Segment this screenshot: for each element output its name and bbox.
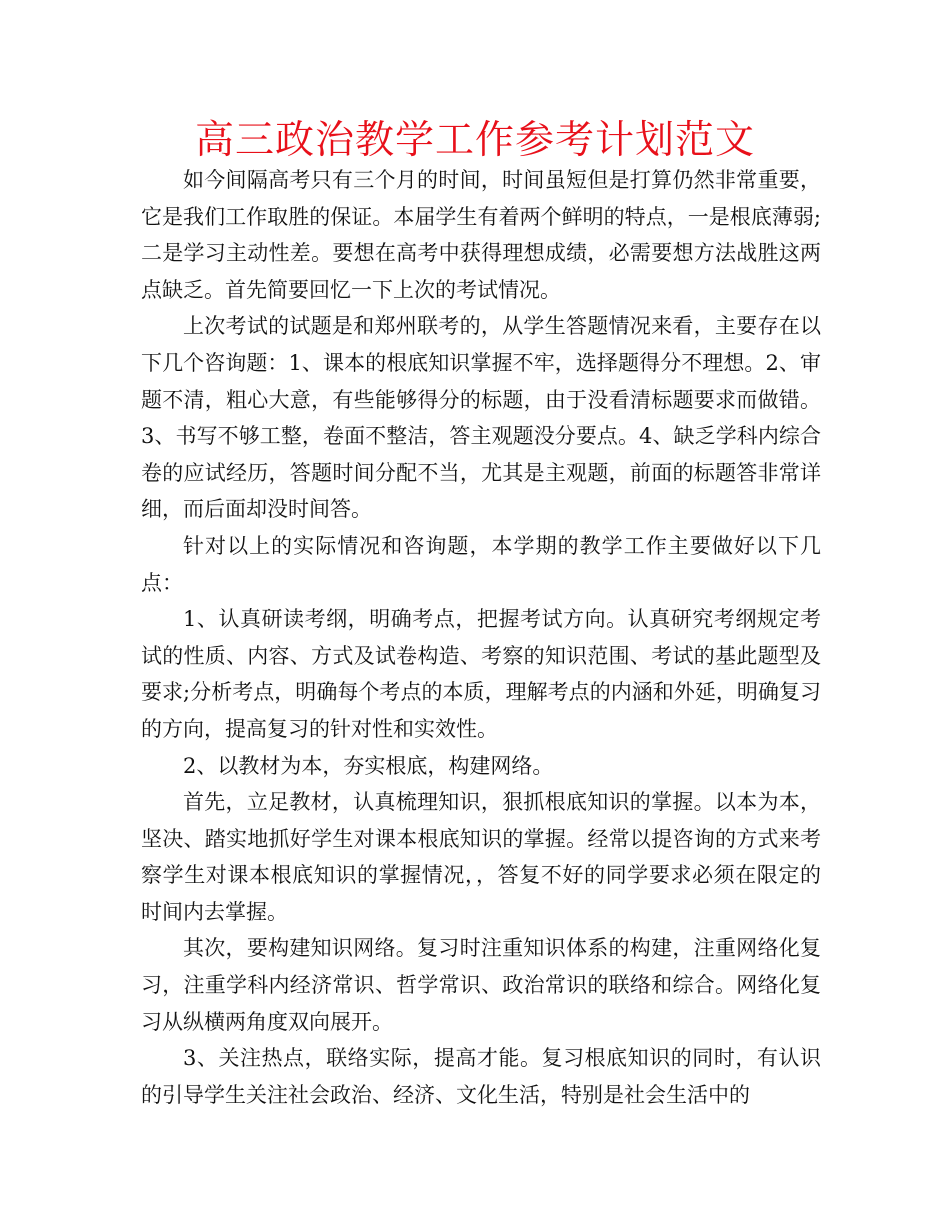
paragraph-1: 如今间隔高考只有三个月的时间，时间虽短但是打算仍然非常重要，它是我们工作取胜的保证。本届学生有着两个鲜明的特点，一是根底薄弱;二是学习主动性差。要想在高考中获得理想成绩，必需要想方法战胜这两点缺乏。首先简要回忆一下上次的考试情况。 — [141, 168, 821, 302]
paragraph-4: 1、认真研读考纲，明确考点，把握考试方向。认真研究考纲规定考试的性质、内容、方式及试卷构造、考察的知识范围、考试的基此题型及要求;分析考点，明确每个考点的本质，理解考点的内涵和外延，明确复习的方向，提高复习的针对性和实效性。 — [141, 607, 821, 741]
paragraph-2: 上次考试的试题是和郑州联考的，从学生答题情况来看，主要存在以下几个咨询题：1、课本的根底知识掌握不牢，选择题得分不理想。2、审题不清，粗心大意，有些能够得分的标题，由于没看清标题要求而做错。3、书写不够工整，卷面不整洁，答主观题没分要点。4、缺乏学科内综合卷的应试经历，答题时间分配不当，尤其是主观题，前面的标题答非常详细，而后面却没时间答。 — [141, 314, 821, 522]
paragraph-5: 2、以教材为本，夯实根底，构建网络。 — [183, 753, 554, 778]
document-title: 高三政治教学工作参考计划范文 — [194, 118, 755, 163]
paragraph-8: 3、关注热点，联络实际，提高才能。复习根底知识的同时，有认识的引导学生关注社会政治、经济、文化生活，特别是社会生活中的 — [141, 1046, 821, 1107]
paragraph-7: 其次，要构建知识网络。复习时注重知识体系的构建，注重网络化复习，注重学科内经济常识、哲学常识、政治常识的联络和综合。网络化复习从纵横两角度双向展开。 — [141, 936, 821, 1034]
document-body — [141, 162, 821, 1113]
paragraph-6: 首先，立足教材，认真梳理知识，狠抓根底知识的掌握。以本为本，坚决、踏实地抓好学生对课本根底知识的掌握。经常以提咨询的方式来考察学生对课本根底知识的掌握情况，，答复不好的同学要求必须在限定的时间内去掌握。 — [141, 790, 821, 924]
paragraph-3: 针对以上的实际情况和咨询题，本学期的教学工作主要做好以下几点： — [141, 533, 821, 595]
